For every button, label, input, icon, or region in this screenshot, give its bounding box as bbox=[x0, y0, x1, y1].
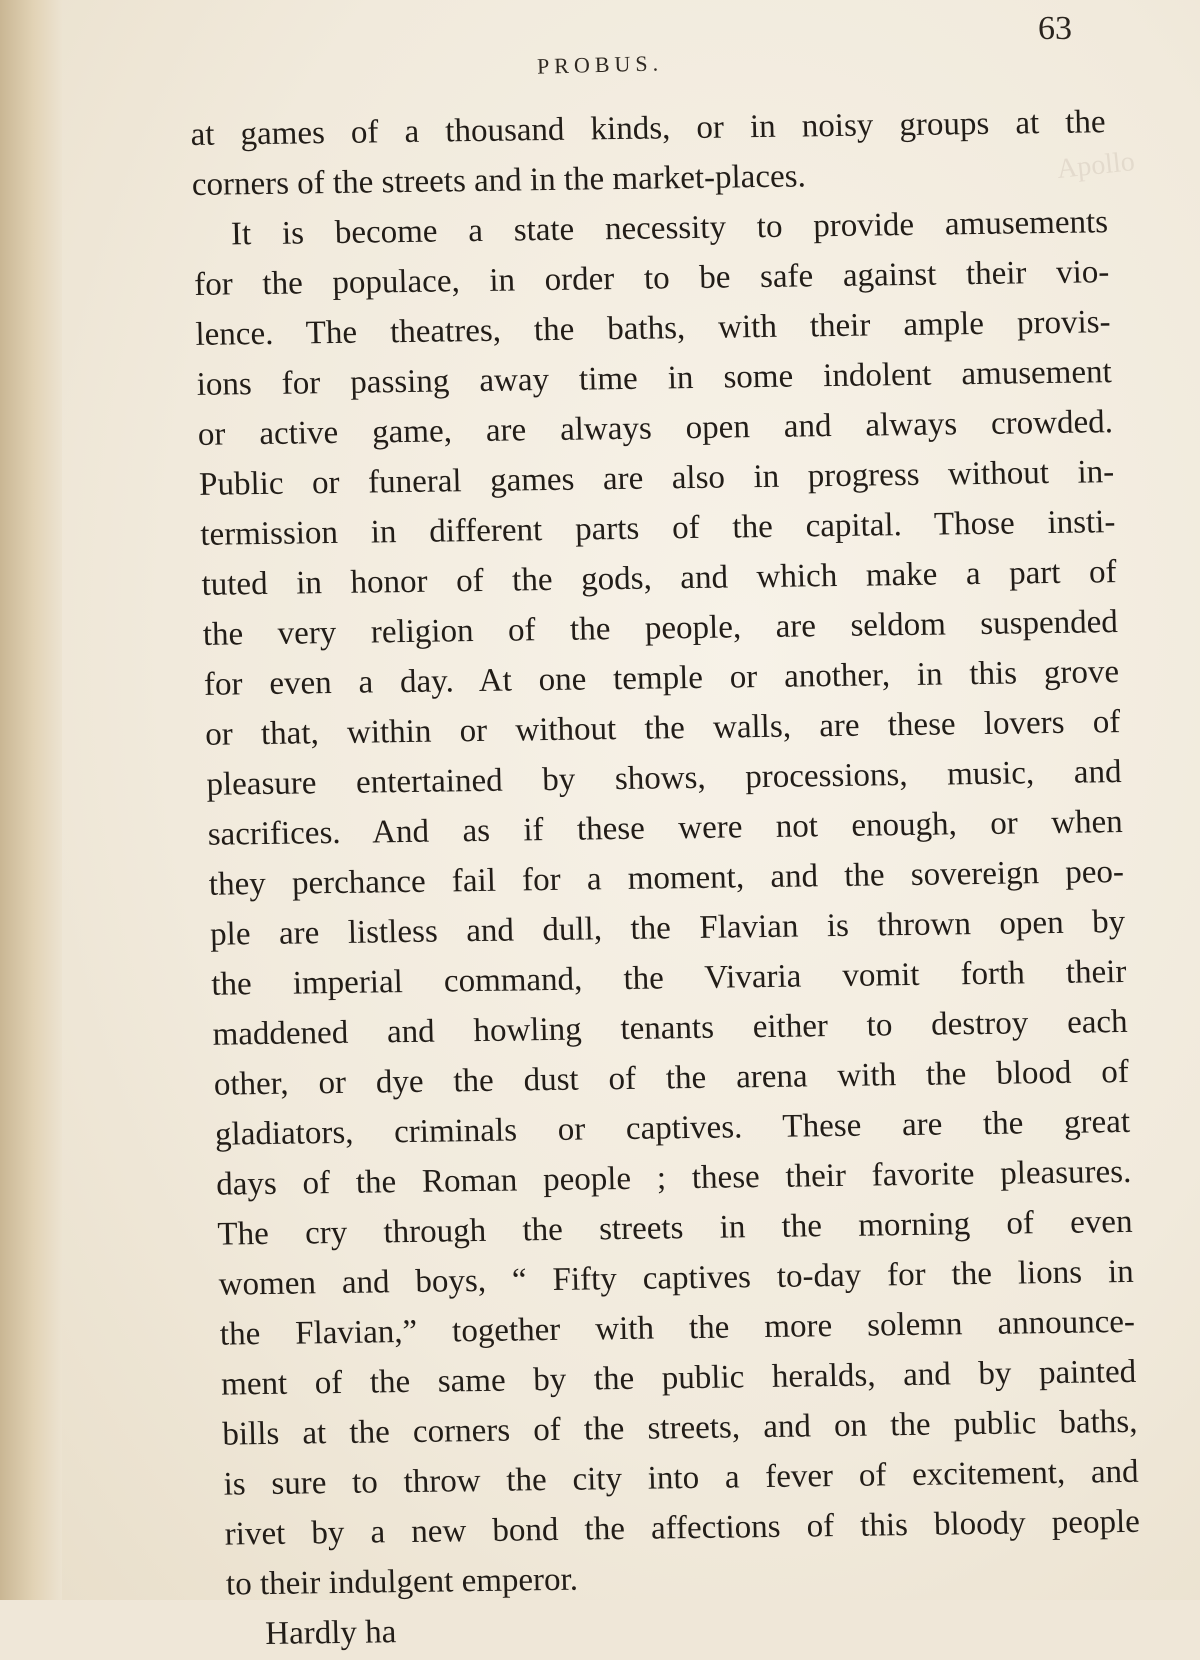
text-line: the Flavian,” together with the more solemn announce- bbox=[219, 1303, 1136, 1353]
text-line: days of the Roman people ; these their favorite pleasures. bbox=[215, 1153, 1132, 1203]
text-line: lence. The theatres, the baths, with their ample provis- bbox=[195, 304, 1111, 353]
show-through-text: Apollo bbox=[1055, 146, 1137, 185]
text-line: for the populace, in order to be safe against their vio- bbox=[193, 254, 1110, 303]
text-line: bills at the corners of the streets, and on the public baths, bbox=[221, 1403, 1138, 1453]
text-line: they perchance fail for a moment, and the sovereign peo- bbox=[208, 853, 1125, 903]
text-line: or that, within or without the walls, are these lovers of bbox=[204, 704, 1121, 753]
text-line: maddened and howling tenants either to destroy each bbox=[212, 1003, 1129, 1053]
text-line: rivet by a new bond the affections of this bloody people bbox=[224, 1503, 1141, 1553]
text-line: for even a day. At one temple or another, in this grove bbox=[203, 654, 1120, 703]
text-line: tuted in honor of the gods, and which make a part of bbox=[201, 554, 1118, 603]
text-line: Hardly ha bbox=[264, 1614, 397, 1653]
text-line: the very religion of the people, are seldom suspended bbox=[202, 604, 1119, 653]
text-line: at games of a thousand kinds, or in noisy groups at the bbox=[190, 104, 1107, 153]
text-line: is sure to throw the city into a fever of excitement, and bbox=[223, 1453, 1139, 1503]
text-line: gladiators, criminals or captives. These are the great bbox=[214, 1103, 1131, 1153]
text-line: Public or funeral games are also in progress without in- bbox=[198, 454, 1115, 503]
book-gutter bbox=[0, 0, 62, 1600]
text-line: women and boys, “ Fifty captives to-day for the lions in bbox=[218, 1253, 1135, 1303]
body-text bbox=[190, 97, 1143, 1659]
text-line: ple are listless and dull, the Flavian is thrown open by bbox=[209, 903, 1126, 953]
text-line: ions for passing away time in some indolent amusement bbox=[196, 354, 1113, 403]
text-line: or active game, are always open and always crowded. bbox=[197, 404, 1114, 453]
text-line: The cry through the streets in the morning of even bbox=[217, 1203, 1133, 1253]
text-line: pleasure entertained by shows, processions, music, and bbox=[206, 754, 1122, 803]
text-line: It is become a state necessity to provide amusements bbox=[230, 204, 1109, 253]
text-line: other, or dye the dust of the arena with the blood of bbox=[213, 1053, 1130, 1103]
text-line: ment of the same by the public heralds, and by painted bbox=[220, 1353, 1137, 1403]
page-number: 63 bbox=[1038, 10, 1072, 47]
text-line: to their indulgent emperor. bbox=[225, 1561, 579, 1603]
text-line: termission in different parts of the capital. Those insti- bbox=[199, 504, 1116, 553]
text-line: the imperial command, the Vivaria vomit forth their bbox=[210, 953, 1127, 1003]
text-line: sacrifices. And as if these were not enough, or when bbox=[207, 804, 1124, 853]
running-head: PROBUS. bbox=[536, 50, 664, 79]
text-line: corners of the streets and in the market-places. bbox=[191, 158, 807, 203]
